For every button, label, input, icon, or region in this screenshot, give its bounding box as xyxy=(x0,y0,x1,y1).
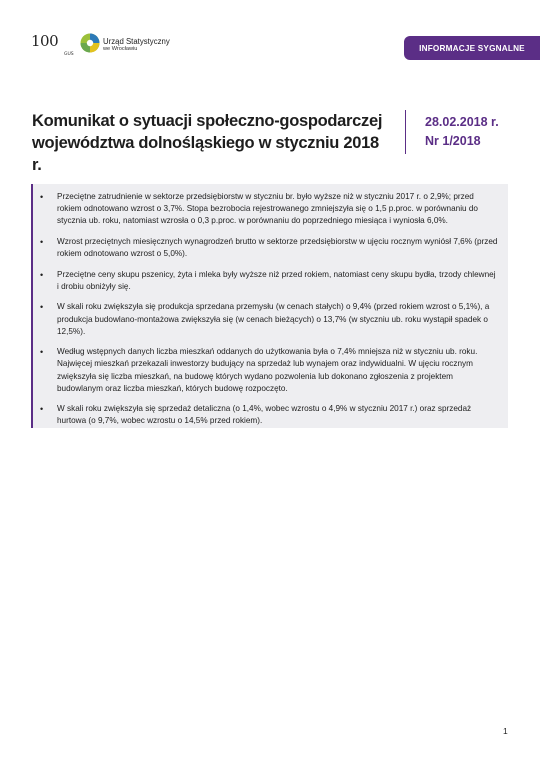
summary-box xyxy=(31,184,508,428)
logo-text xyxy=(103,38,170,53)
document-title xyxy=(32,110,392,176)
logo-office-city: we Wrocławiu xyxy=(103,46,138,53)
summary-list xyxy=(33,184,508,427)
bullet-icon: • xyxy=(40,404,44,415)
logo-circle-icon xyxy=(80,33,100,53)
summary-item xyxy=(33,236,498,260)
summary-item-text: Wzrost przeciętnych miesięcznych wynagrodzeń brutto w sektorze przedsiębiorstw w ujęciu rocznym wyniósł 7,6% (przed rokiem odnotowano wzrost o 5,0%). xyxy=(57,236,498,258)
summary-item-text: Według wstępnych danych liczba mieszkań oddanych do użytkowania była o 7,4% mniejsza niż w styczniu ub. roku. Najwięcej mieszkań przekazali inwestorzy budujący na sprzedaż lub wynajem oraz indywidualni. W ujęciu rocznym zwiększyła się liczba mieszkań, na budowę których wydano pozwolenia lub dokonano zgłoszenia z projektem budowlanym oraz liczba mieszkań, których budowę rozpoczęto. xyxy=(57,347,478,393)
title-line-2: województwa dolnośląskiego w styczniu 2018 r. xyxy=(32,134,379,174)
summary-item-text: Przeciętne ceny skupu pszenicy, żyta i mleka były wyższe niż przed rokiem, natomiast ceny skupu bydła, trzody chlewnej i drobiu obniżyły się. xyxy=(57,269,496,291)
issue-number: Nr 1/2018 xyxy=(425,134,481,148)
title-divider xyxy=(405,110,406,154)
info-badge: INFORMACJE SYGNALNE xyxy=(404,36,540,60)
title-line-1: Komunikat o sytuacji społeczno-gospodarczej xyxy=(32,112,383,130)
logo-office-name: Urząd Statystyczny xyxy=(103,37,170,46)
summary-item-text: W skali roku zwiększyła się sprzedaż detaliczna (o 1,4%, wobec wzrostu o 4,9% w styczniu 2017 r.) oraz sprzedaż hurtowa (o 9,7%, wobec wzrostu o 14,5% przed rokiem). xyxy=(57,404,472,426)
summary-item xyxy=(33,301,498,337)
bullet-icon: • xyxy=(40,236,44,247)
summary-item xyxy=(33,269,498,293)
page-number: 1 xyxy=(503,726,508,736)
summary-item-text: W skali roku zwiększyła się produkcja sprzedana przemysłu (w cenach stałych) o 9,4% (przed rokiem wzrost o 5,1%), a produkcja budowlano-montażowa zwiększyła się (w cenach bieżących) o 13,7% (w styczniu ub. roku wystąpił spadek o 12,5%). xyxy=(57,302,490,336)
summary-item-text: Przeciętne zatrudnienie w sektorze przedsiębiorstw w styczniu br. było wyższe niż w styczniu 2017 r. o 2,9%; przed rokiem odnotowano wzrost o 3,7%. Stopa bezrobocia rejestrowanego zmniejszyła się o 1,5 p.proc. w porównaniu do stycznia ub. roku, natomiast wzrosła o 0,3 p.proc. w porównaniu do poprzedniego miesiąca i wyniosła 6,0%. xyxy=(57,192,478,226)
bullet-icon: • xyxy=(40,347,44,358)
bullet-icon: • xyxy=(40,302,44,313)
publication-date: 28.02.2018 r. xyxy=(425,115,499,129)
bullet-icon: • xyxy=(40,192,44,202)
bullet-icon: • xyxy=(40,269,44,280)
logo-100-years: 100 xyxy=(31,32,59,50)
logo-gus-label: GUS xyxy=(64,52,74,57)
summary-item xyxy=(33,346,498,394)
summary-item xyxy=(33,191,498,227)
summary-item xyxy=(33,403,498,427)
